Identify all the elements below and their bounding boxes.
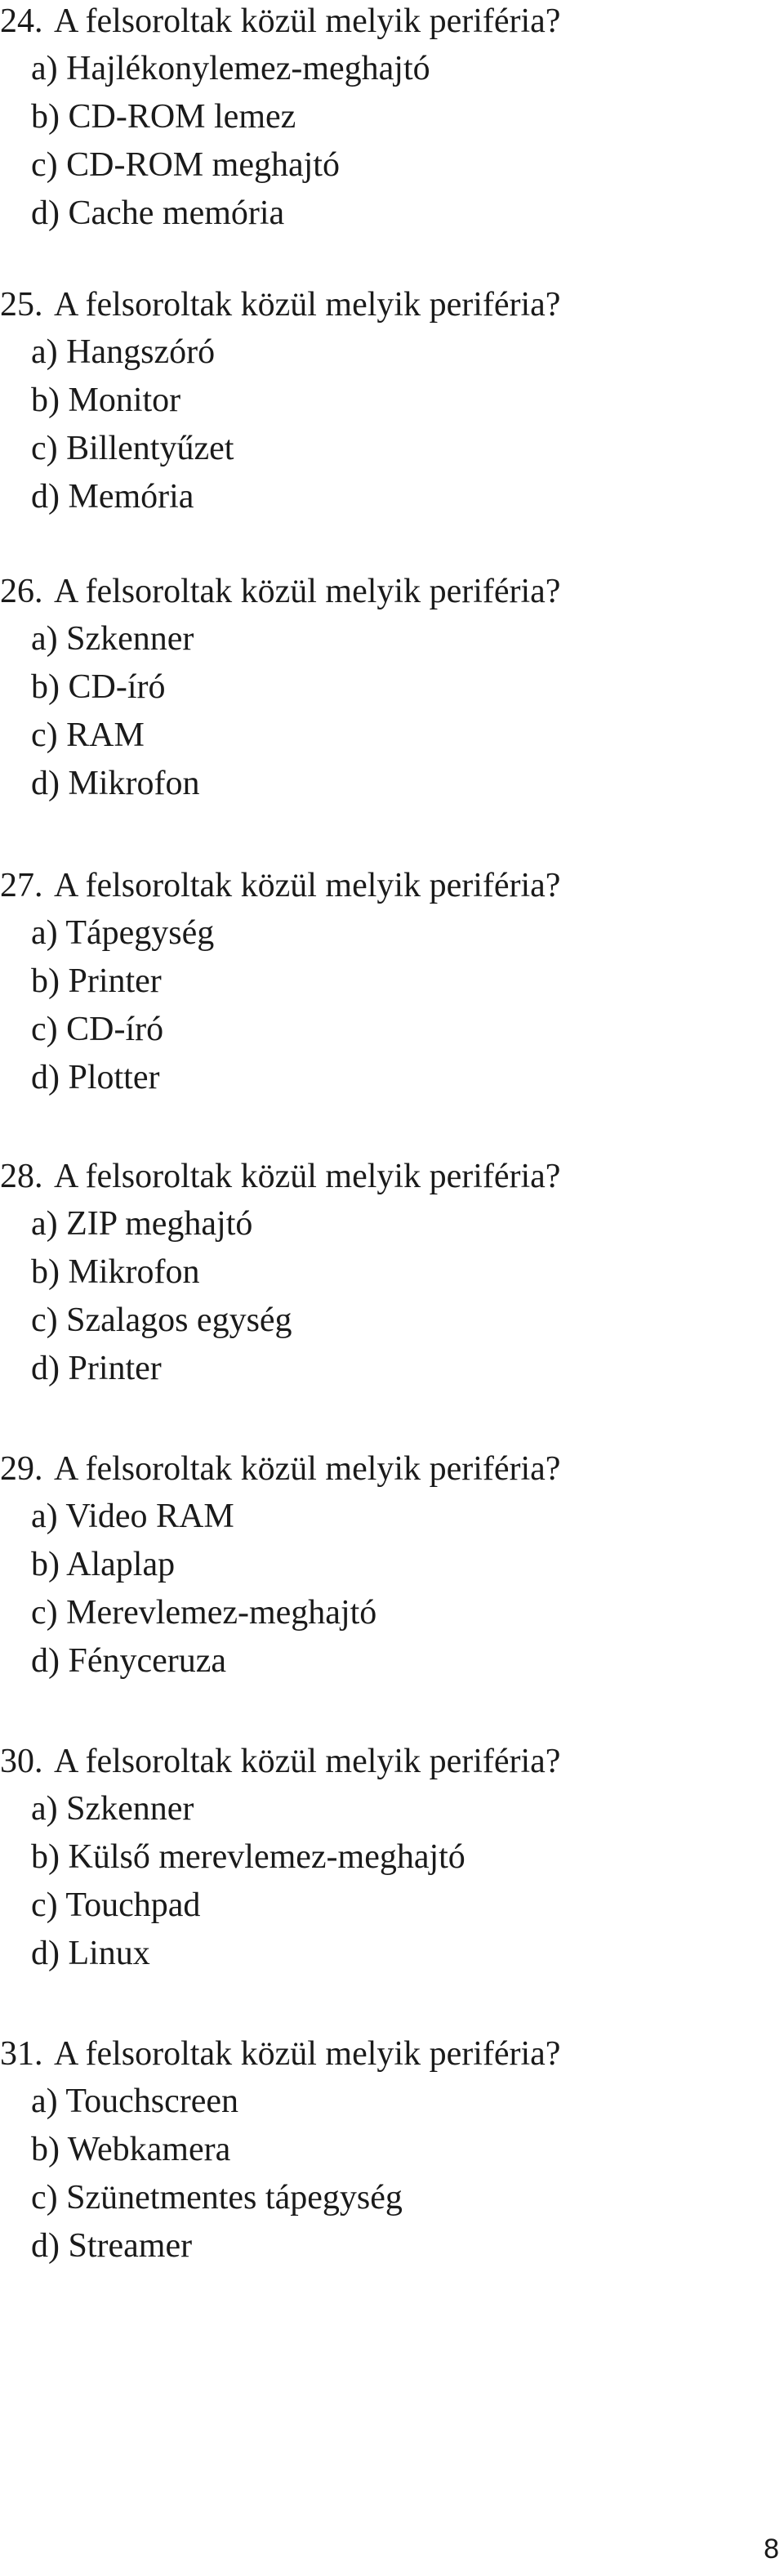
question-text: A felsoroltak közül melyik periféria?	[54, 573, 561, 610]
option-b: b) Webkamera	[31, 2131, 231, 2168]
option-a: a) Touchscreen	[31, 2083, 238, 2120]
question-text: A felsoroltak közül melyik periféria?	[54, 867, 561, 904]
option-b: b) Monitor	[31, 382, 181, 419]
option-a: a) Tápegység	[31, 914, 215, 952]
question-number: 27.	[0, 867, 43, 904]
option-b: b) Printer	[31, 962, 162, 1000]
option-d: d) Fényceruza	[31, 1642, 227, 1680]
option-d: d) Mikrofon	[31, 765, 200, 802]
option-b: b) Mikrofon	[31, 1253, 200, 1291]
option-b: b) CD-ROM lemez	[31, 98, 296, 136]
option-c: c) Merevlemez-meghajtó	[31, 1594, 377, 1632]
question-title	[0, 2, 560, 41]
option-c: c) Touchpad	[31, 1886, 201, 1924]
option-a: a) Szkenner	[31, 620, 194, 658]
option-d: d) Linux	[31, 1935, 150, 1972]
question-title	[0, 2034, 560, 2074]
question-title	[0, 866, 560, 905]
option-b: b) CD-író	[31, 668, 166, 706]
option-c: c) Szalagos egység	[31, 1301, 292, 1339]
question-number: 29.	[0, 1450, 43, 1488]
option-a: a) Szkenner	[31, 1790, 194, 1828]
question-title	[0, 1449, 560, 1489]
option-d: d) Cache memória	[31, 194, 285, 232]
option-d: d) Streamer	[31, 2227, 193, 2265]
question-number: 26.	[0, 573, 43, 610]
question-title	[0, 1742, 560, 1781]
question-number: 24.	[0, 2, 43, 40]
question-number: 31.	[0, 2035, 43, 2073]
question-text: A felsoroltak közül melyik periféria?	[54, 1158, 561, 1195]
question-title	[0, 285, 560, 324]
option-a: a) Hajlékonylemez-meghajtó	[31, 50, 430, 87]
page-number: 8	[764, 2534, 779, 2565]
question-number: 30.	[0, 1743, 43, 1780]
option-c: c) CD-ROM meghajtó	[31, 146, 340, 184]
question-text: A felsoroltak közül melyik periféria?	[54, 1743, 561, 1780]
option-d: d) Printer	[31, 1350, 162, 1387]
option-c: c) CD-író	[31, 1011, 164, 1048]
option-b: b) Külső merevlemez-meghajtó	[31, 1838, 466, 1876]
question-text: A felsoroltak közül melyik periféria?	[54, 2035, 561, 2073]
option-a: a) Hangszóró	[31, 333, 216, 371]
question-text: A felsoroltak közül melyik periféria?	[54, 1450, 561, 1488]
option-a: a) ZIP meghajtó	[31, 1205, 253, 1243]
question-title	[0, 1157, 560, 1196]
question-title	[0, 572, 560, 611]
option-c: c) Szünetmentes tápegység	[31, 2179, 403, 2217]
question-text: A felsoroltak közül melyik periféria?	[54, 286, 561, 324]
option-c: c) Billentyűzet	[31, 430, 234, 467]
option-a: a) Video RAM	[31, 1498, 234, 1535]
question-number: 25.	[0, 286, 43, 324]
option-d: d) Plotter	[31, 1059, 160, 1096]
question-number: 28.	[0, 1158, 43, 1195]
option-c: c) RAM	[31, 717, 145, 754]
option-d: d) Memória	[31, 478, 194, 516]
question-text: A felsoroltak közül melyik periféria?	[54, 2, 561, 40]
option-b: b) Alaplap	[31, 1546, 176, 1583]
